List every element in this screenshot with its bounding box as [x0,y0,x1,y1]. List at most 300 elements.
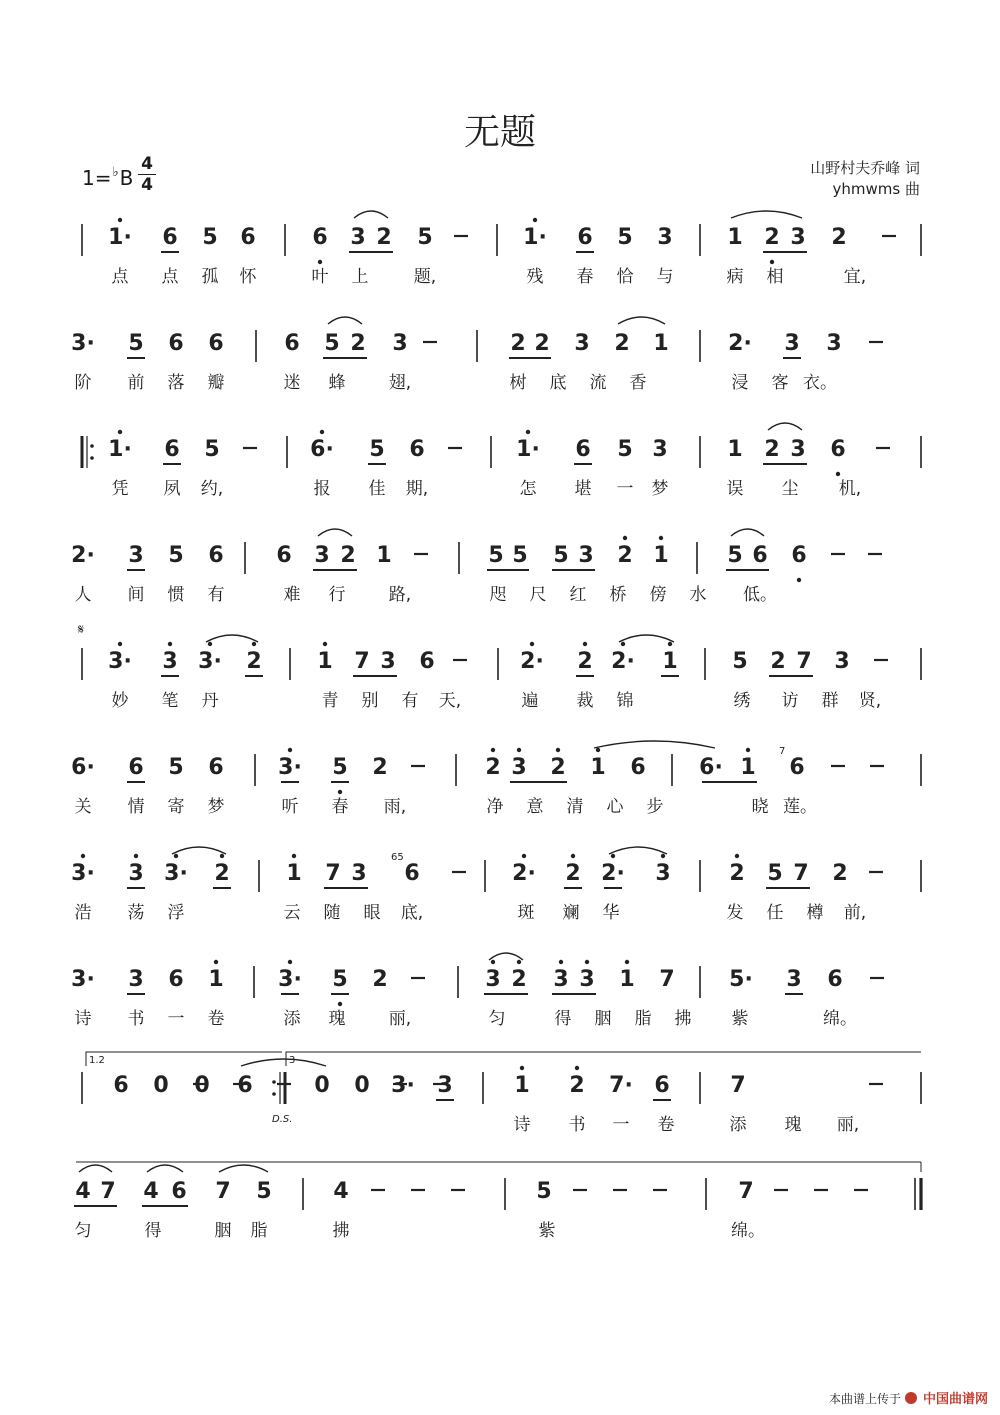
note: 1 [317,649,333,674]
lyric-char: 得 [554,1009,572,1029]
lyric-char: 诗 [513,1115,531,1135]
lyric-char: 笔 [161,691,179,711]
lyric-char: 低。 [743,585,777,605]
note: 5 [617,437,633,462]
note: 5 [512,543,528,568]
note: 3· [108,649,132,674]
lyric-char: 丽, [388,1009,412,1029]
note: 5 [256,1179,272,1204]
footer-brand: 中国曲谱网 [922,1392,988,1407]
note: 5 [168,755,184,780]
tie-arc [79,1165,112,1172]
score-system [0,212,1000,322]
note: 1· [523,225,547,250]
note: 5 [202,225,218,250]
note: 2· [601,861,625,886]
lyric-char: 底 [549,373,567,393]
lyric-char: 荡 [127,903,145,923]
note: 3· [71,861,95,886]
note: 1 [286,861,302,886]
lyric-char: 紫 [538,1221,556,1241]
ds-marking: D.S. [272,1114,293,1125]
note: 5 [732,649,748,674]
score-system [0,742,1000,852]
lyric-char: 匀 [488,1009,506,1029]
note: 6 [752,543,768,568]
note: 1 [727,437,743,462]
lyric-char: 浮 [167,903,185,923]
lyric-char: 瑰 [784,1115,802,1135]
note: 6 [312,225,328,250]
lyric-char: 得 [144,1221,162,1241]
lyric-char: 脂 [634,1009,652,1029]
note: 3 [652,437,668,462]
note: 0 [194,1073,210,1098]
note: 2 [614,331,630,356]
lyric-char: 路, [388,585,412,605]
octave-dot [338,1002,342,1006]
note: 1· [108,225,132,250]
note: 7 [354,649,370,674]
system-svg [0,954,1000,1064]
note: 6 [164,437,180,462]
note: 1 [590,755,606,780]
lyric-char: 间 [127,585,145,605]
lyric-char: 清 [566,797,584,817]
lyric-char: 香 [629,373,647,393]
note: 2· [611,649,635,674]
octave-dot [583,642,587,646]
octave-dot [533,218,537,222]
octave-dot [836,472,840,476]
repeat-dot [272,1080,276,1084]
lyric-char: 丽, [836,1115,860,1135]
note: 5 [536,1179,552,1204]
lyric-char: 丹 [201,691,219,711]
note: 3 [392,331,408,356]
note: 3 [162,649,178,674]
note: 3 [826,331,842,356]
lyric-char: 访 [781,691,799,711]
note: 6 [171,1179,187,1204]
lyric-char: 莲。 [783,797,817,817]
octave-dot [746,748,750,752]
lyric-char: 怀 [239,267,257,287]
lyric-char: 上 [351,267,369,287]
octave-dot [517,748,521,752]
lyric-char: 行 [328,585,346,605]
system-svg [0,1055,1000,1170]
lyric-char: 约, [200,479,224,499]
lyric-char: 怎 [519,479,537,499]
lyric-char: 一 [167,1009,185,1029]
repeat-dot [90,456,94,460]
system-svg [0,742,1000,852]
site-logo-icon [905,1392,917,1404]
note: 2 [831,225,847,250]
note: 3· [71,331,95,356]
lyric-char: 樽 [806,903,824,923]
note: 1 [514,1073,530,1098]
system-svg [0,622,1000,746]
time-signature [138,155,156,194]
score-system [0,530,1000,640]
note: 2· [520,649,544,674]
note: 6 [789,755,805,780]
note: 3 [314,543,330,568]
composer-credit: yhmwms 曲 [832,180,920,198]
note: 6 [419,649,435,674]
lyric-char: 春 [331,797,349,817]
lyric-char: 相 [766,267,784,287]
note: 2 [511,967,527,992]
note: 2· [71,543,95,568]
note: 6· [71,755,95,780]
lyric-char: 诗 [74,1009,92,1029]
note: 1 [653,543,669,568]
octave-dot [735,854,739,858]
lyric-char: 题, [413,267,437,287]
note: 2 [534,331,550,356]
note: 2 [577,649,593,674]
octave-dot [174,854,178,858]
lyric-char: 绵。 [823,1009,857,1029]
lyric-char: 机, [838,479,862,499]
note: 5 [553,543,569,568]
octave-dot [797,578,801,582]
note: 3 [574,331,590,356]
note: 7 [325,861,341,886]
note: 6 [128,755,144,780]
lyric-char: 恰 [616,267,634,287]
lyric-char: 底, [400,903,424,923]
note: 0 [354,1073,370,1098]
lyric-char: 云 [283,903,301,923]
note: 6 [208,331,224,356]
score-system [0,848,1000,958]
lyric-char: 堪 [574,479,592,499]
note: 3 [784,331,800,356]
note: 2 [569,1073,585,1098]
note: 6 [208,755,224,780]
octave-dot [556,748,560,752]
system-svg [0,1166,1000,1276]
lyric-char: 尺 [529,585,547,605]
note: 6 [284,331,300,356]
octave-dot [611,854,615,858]
lyric-char: 听 [281,797,299,817]
lyric-char: 落 [167,373,185,393]
octave-dot [118,218,122,222]
octave-dot [659,536,663,540]
note: 0 [153,1073,169,1098]
note: 2 [550,755,566,780]
note: 5 [767,861,783,886]
lyric-char: 胭 [594,1009,612,1029]
tie-arc [219,1165,268,1172]
octave-dot [491,748,495,752]
lyric-char: 锦 [616,691,634,711]
lyric-char: 点 [161,267,179,287]
lyric-char: 瑰 [328,1009,346,1029]
tie-arc [354,211,388,218]
note: 3 [834,649,850,674]
tie-arc [206,635,258,642]
note: 6 [575,437,591,462]
lyric-char: 寄 [167,797,185,817]
note: 2 [832,861,848,886]
tie-arc [172,847,226,854]
note: 2 [340,543,356,568]
note: 4 [143,1179,159,1204]
lyric-char: 心 [606,797,624,817]
note: 1· [516,437,540,462]
note: 3 [511,755,527,780]
note: 7 [215,1179,231,1204]
lyric-char: 一 [612,1115,630,1135]
octave-dot [338,790,342,794]
lyric-char: 净 [486,797,504,817]
note: 3· [198,649,222,674]
note: 3 [786,967,802,992]
note: 6 [654,1073,670,1098]
lyric-char: 前 [127,373,145,393]
note: 2 [770,649,786,674]
lyric-char: 误 [726,479,744,499]
note: 6· [310,437,334,462]
note: 6 [791,543,807,568]
lyric-char: 绣 [733,691,751,711]
octave-dot [585,960,589,964]
lyric-char: 眼 [363,903,381,923]
lyric-char: 意 [526,797,544,817]
flat-sign: ♭ [112,165,119,180]
note: 5 [332,967,348,992]
lyric-char: 瓣 [207,373,225,393]
octave-dot [522,854,526,858]
tie-arc [731,211,802,218]
lyric-char: 蜂 [328,373,346,393]
tie-arc [609,847,667,854]
note: 5 [617,225,633,250]
octave-dot [668,642,672,646]
note: 2 [246,649,262,674]
lyric-char: 惯 [167,585,185,605]
note: 7 [796,649,812,674]
tie-arc [619,635,674,642]
lyric-char: 流 [589,373,607,393]
lyric-char: 斑 [517,903,535,923]
note: 5 [168,543,184,568]
note: 2 [372,967,388,992]
note: 2 [350,331,366,356]
lyric-char: 别 [361,691,379,711]
lyric-char: 天, [438,691,462,711]
tie-arc [489,953,523,960]
grace-note: 65 [391,852,404,863]
note: 1 [662,649,678,674]
note: 6 [162,225,178,250]
lyric-char: 胭 [214,1221,232,1241]
note: 2 [214,861,230,886]
lyric-char: 佳 [368,479,386,499]
lyric-char: 拂 [674,1009,692,1029]
note: 5 [204,437,220,462]
note: 3· [164,861,188,886]
lyric-char: 脂 [250,1221,268,1241]
lyric-char: 青 [321,691,339,711]
note: 5 [369,437,385,462]
octave-dot [661,854,665,858]
note: 2 [372,755,388,780]
note: 2· [728,331,752,356]
note: 3 [128,967,144,992]
note: 6 [276,543,292,568]
lyric-char: 绵。 [731,1221,765,1241]
octave-dot [118,642,122,646]
note: 3 [128,861,144,886]
tie-arc [768,423,802,430]
note: 6 [168,331,184,356]
octave-dot [318,260,322,264]
key-letter: B [119,166,134,190]
lyric-char: 点 [111,267,129,287]
system-svg [0,318,1000,428]
note: 6 [168,967,184,992]
note: 3· [391,1073,415,1098]
octave-dot [530,642,534,646]
lyric-char: 傍 [649,585,667,605]
note: 6 [237,1073,253,1098]
tie-arc [328,317,362,324]
lyric-char: 裁 [576,691,594,711]
octave-dot [575,1066,579,1070]
lyric-char: 残 [526,267,544,287]
lyric-char: 宜, [843,267,867,287]
note: 3 [790,225,806,250]
lyric-char: 病 [726,267,744,287]
note: 2 [764,437,780,462]
octave-dot [596,748,600,752]
lyric-char: 迷 [283,373,301,393]
note: 3 [350,225,366,250]
note: 4 [75,1179,91,1204]
note: 5 [128,331,144,356]
lyric-char: 衣。 [803,373,837,393]
lyric-char: 桥 [609,585,627,605]
note: 3 [657,225,673,250]
note: 5 [332,755,348,780]
lyric-char: 梦 [651,479,669,499]
note: 2 [764,225,780,250]
lyric-char: 报 [313,479,331,499]
octave-dot [623,536,627,540]
octave-dot [320,430,324,434]
note: 6 [630,755,646,780]
lyric-char: 贤, [858,691,882,711]
lyric-char: 雨, [383,797,407,817]
lyric-char: 难 [283,585,301,605]
lyric-char: 妙 [111,691,129,711]
lyric-char: 卷 [207,1009,225,1029]
lyric-char: 有 [207,585,225,605]
note: 7 [738,1179,754,1204]
tie-arc [594,741,715,748]
volta-label: 3 [289,1055,296,1066]
note: 1 [740,755,756,780]
system-svg [0,212,1000,322]
note: 3 [790,437,806,462]
note: 2 [510,331,526,356]
lyric-char: 斓 [562,903,580,923]
note: 3 [655,861,671,886]
lyric-char: 浩 [74,903,92,923]
lyric-char: 有 [401,691,419,711]
octave-dot [134,854,138,858]
lyric-char: 期, [405,479,429,499]
note: 6· [699,755,723,780]
note: 6 [113,1073,129,1098]
lyric-char: 任 [766,903,784,923]
lyric-char: 尘 [781,479,799,499]
note: 5 [488,543,504,568]
lyric-char: 发 [726,903,744,923]
system-svg [0,848,1000,958]
lyric-char: 客 [771,373,789,393]
lyric-char: 拂 [332,1221,350,1241]
note: 7 [659,967,675,992]
note: 4 [333,1179,349,1204]
note: 5· [729,967,753,992]
octave-dot [81,854,85,858]
lyric-char: 匀 [74,1221,92,1241]
note: 2 [376,225,392,250]
note: 6 [409,437,425,462]
song-title: 无题 [463,112,536,153]
lyric-char: 梦 [207,797,225,817]
note: 1 [376,543,392,568]
note: 3· [278,967,302,992]
octave-dot [288,748,292,752]
lyric-char: 卷 [657,1115,675,1135]
segno-icon: 𝄋 [78,622,85,638]
lyric-char: 步 [646,797,664,817]
lyric-char: 咫 [489,585,507,605]
octave-dot [526,430,530,434]
score-system [0,1166,1000,1276]
note: 3 [437,1073,453,1098]
octave-dot [621,642,625,646]
lyric-char: 夙 [163,479,181,499]
note: 3 [351,861,367,886]
note: 1· [108,437,132,462]
lyric-char: 红 [569,585,587,605]
note: 1 [727,225,743,250]
note: 3 [553,967,569,992]
note: 3 [128,543,144,568]
note: 3 [485,967,501,992]
note: 2 [617,543,633,568]
lyricist-credit: 山野村夫乔峰 词 [810,159,920,177]
octave-dot [559,960,563,964]
octave-dot [770,260,774,264]
lyric-char: 阶 [74,373,92,393]
note: 6 [208,543,224,568]
note: 6 [577,225,593,250]
note: 1 [208,967,224,992]
lyric-char: 与 [656,267,674,287]
key-signature [82,165,133,190]
